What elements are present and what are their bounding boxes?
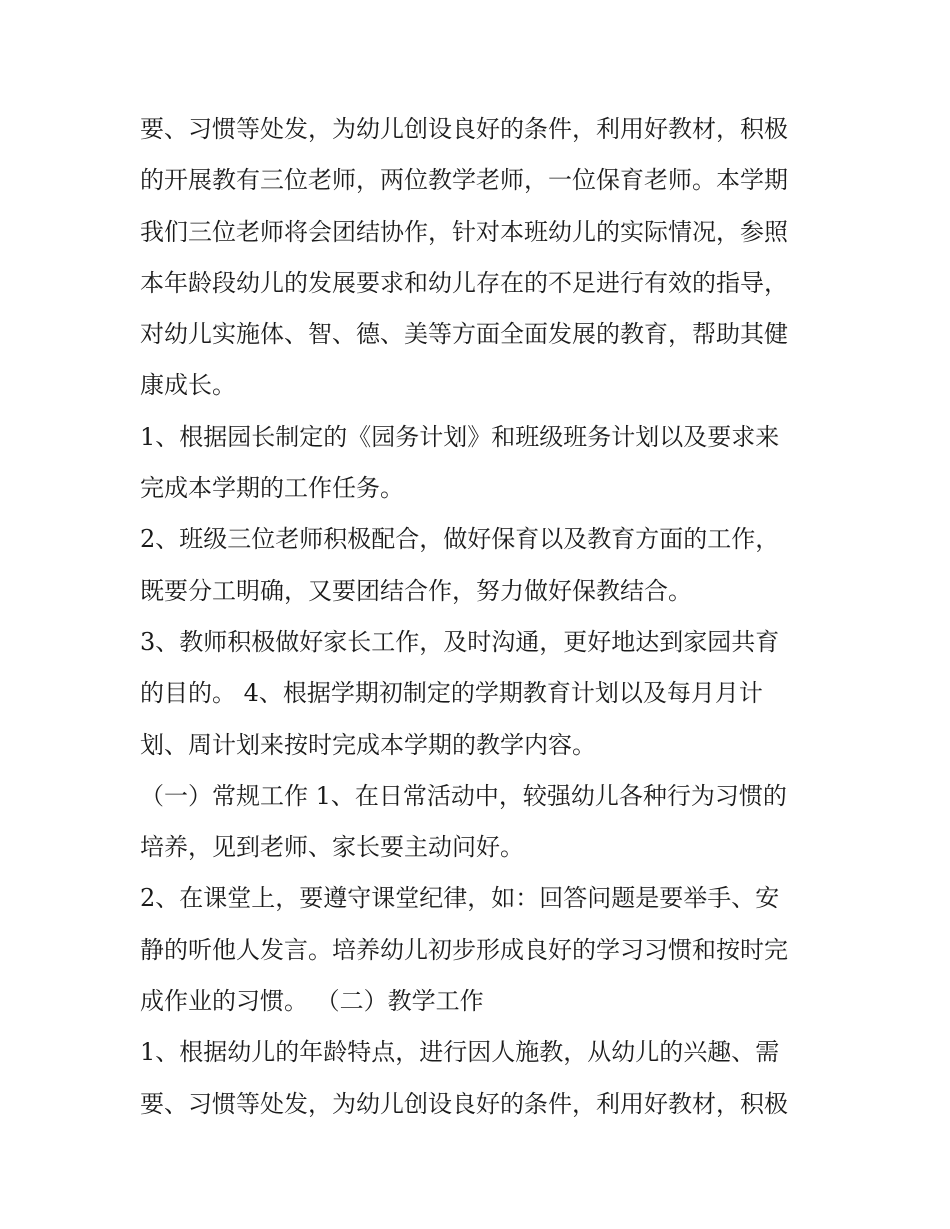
text-line: 的目的。 4、根据学期初制定的学期教育计划以及每月月计 [140,679,763,708]
document-body [140,104,820,1130]
text-line: 2、在课堂上，要遵守课堂纪律，如：回答问题是要举手、安 [140,884,780,913]
text-line: 本年龄段幼儿的发展要求和幼儿存在的不足进行有效的指导， [140,268,788,297]
text-line: 既要分工明确，又要团结合作，努力做好保教结合。 [140,576,692,605]
text-line: 2、班级三位老师积极配合，做好保育以及教育方面的工作， [140,525,780,554]
text-line: 康成长。 [140,371,236,400]
text-line: 对幼儿实施体、智、德、美等方面全面发展的教育，帮助其健 [140,320,788,349]
text-line: 3、教师积极做好家长工作，及时沟通，更好地达到家园共育 [140,627,780,656]
text-line: 划、周计划来按时完成本学期的教学内容。 [140,730,596,759]
text-line: 要、习惯等处发，为幼儿创设良好的条件，利用好教材，积极 [140,115,788,143]
text-line: （一）常规工作 1、在日常活动中，较强幼儿各种行为习惯的 [140,781,787,810]
text-line: 1、根据幼儿的年龄特点，进行因人施教，从幼儿的兴趣、需 [140,1038,780,1067]
text-line: 要、习惯等处发，为幼儿创设良好的条件，利用好教材，积极 [140,1089,788,1118]
text-line: 我们三位老师将会团结协作，针对本班幼儿的实际情况，参照 [140,217,788,246]
text-line: 成作业的习惯。 （二）教学工作 [140,987,484,1016]
text-line: 静的听他人发言。培养幼儿初步形成良好的学习习惯和按时完 [140,935,788,964]
text-line: 的开展教有三位老师，两位教学老师，一位保育老师。本学期 [140,166,788,195]
text-line: 完成本学期的工作任务。 [140,474,404,503]
text-line: 培养，见到老师、家长要主动问好。 [140,833,524,862]
text-line: 1、根据园长制定的《园务计划》和班级班务计划以及要求来 [140,422,780,451]
